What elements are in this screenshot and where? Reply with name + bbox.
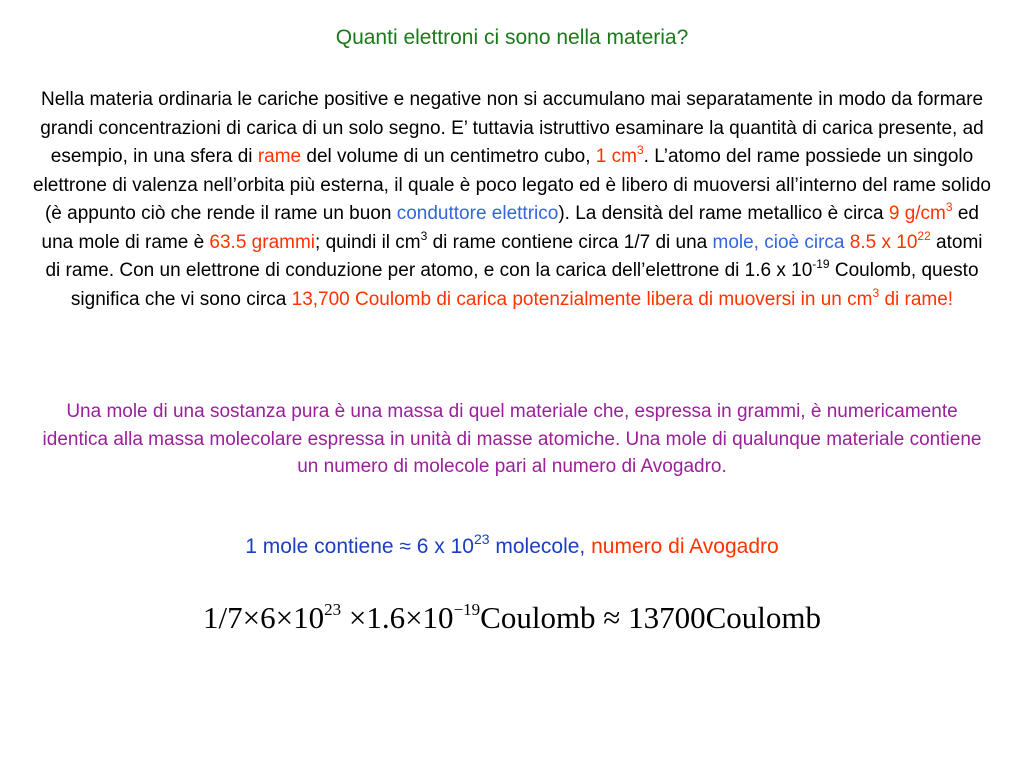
p1-text-4: ). La densità del rame metallico è circa xyxy=(558,203,889,224)
result-exp: 3 xyxy=(872,285,880,300)
p1-text-6-exp: 3 xyxy=(420,228,428,243)
density-base: 9 g/cm xyxy=(888,203,946,224)
density-highlight xyxy=(888,200,953,224)
avogadro-line xyxy=(0,531,1024,559)
result-text: 13,700 Coulomb di carica potenzialmente libera di muoversi in un cm xyxy=(291,288,873,310)
avogadro-name: numero di Avogadro xyxy=(585,535,779,558)
result-end: di rame! xyxy=(879,288,954,310)
density-exp: 3 xyxy=(945,200,953,214)
atoms-highlight xyxy=(849,228,931,253)
mole-link[interactable]: mole, cioè circa xyxy=(712,231,845,253)
p1-text-6: ; quindi il cm xyxy=(315,231,421,253)
p1-text-10: Coulomb, questo significa che vi sono circa xyxy=(70,260,979,310)
volume-base: 1 cm xyxy=(595,146,637,167)
formula-part1: 1/7×6×10 xyxy=(203,600,325,635)
avogadro-exp: 23 xyxy=(473,531,490,547)
atoms-exp: 22 xyxy=(917,228,931,243)
volume-highlight xyxy=(595,143,644,167)
formula-exp1: 23 xyxy=(324,600,342,619)
p1-text-7: di rame contiene circa 1/7 di una xyxy=(427,231,713,253)
charge-exp: -19 xyxy=(812,257,830,271)
charge-formula xyxy=(0,600,1024,636)
p1-text-1: Nella materia ordinaria le cariche positive e negative non si accumulano mai separatamente in modo da formare grandi concentrazioni di carica di un solo segno. E’ tuttavia istruttivo esaminare la quantità di carica presente, ad esempio, in una sfera di xyxy=(40,89,984,167)
avogadro-text: 1 mole contiene ≈ 6 x 10 xyxy=(245,535,474,558)
avogadro-after: molecole, xyxy=(489,535,586,558)
p1-text-3: . L’atomo del rame possiede un singolo elettrone di valenza nell’orbita più esterna, il quale è poco legato ed è libero di muoversi all’interno del rame solido (è appunto ciò che rende il rame un buon xyxy=(33,146,991,224)
conduttore-link[interactable]: conduttore elettrico xyxy=(396,203,559,224)
mole-definition: Una mole di una sostanza pura è una massa di quel materiale che, espressa in grammi, è numericamente identica alla massa molecolare espressa in unità di masse atomiche. Una mole di qualunque materiale contiene un numero di molecole pari al numero di Avogadro. xyxy=(42,401,982,477)
result-highlight xyxy=(291,285,954,310)
rame-highlight: rame xyxy=(257,146,302,167)
slide-title: Quanti elettroni ci sono nella materia? xyxy=(335,26,689,49)
p1-text-5: ed una mole di rame è xyxy=(41,203,979,253)
copper-paragraph xyxy=(32,86,992,314)
formula-exp2: −19 xyxy=(453,600,481,619)
formula-part2: ×1.6×10 xyxy=(341,600,454,635)
atoms-base: 8.5 x 10 xyxy=(849,231,918,253)
mass-highlight: 63.5 grammi xyxy=(209,231,316,253)
volume-exp: 3 xyxy=(636,143,644,157)
formula-part3: Coulomb ≈ 13700Coulomb xyxy=(480,600,821,635)
p1-text-9: atomi di rame. Con un elettrone di conduzione per atomo, e con la carica dell’elettrone di 1.6 x 10 xyxy=(45,231,983,281)
p1-text-2: del volume di un centimetro cubo, xyxy=(301,146,596,167)
